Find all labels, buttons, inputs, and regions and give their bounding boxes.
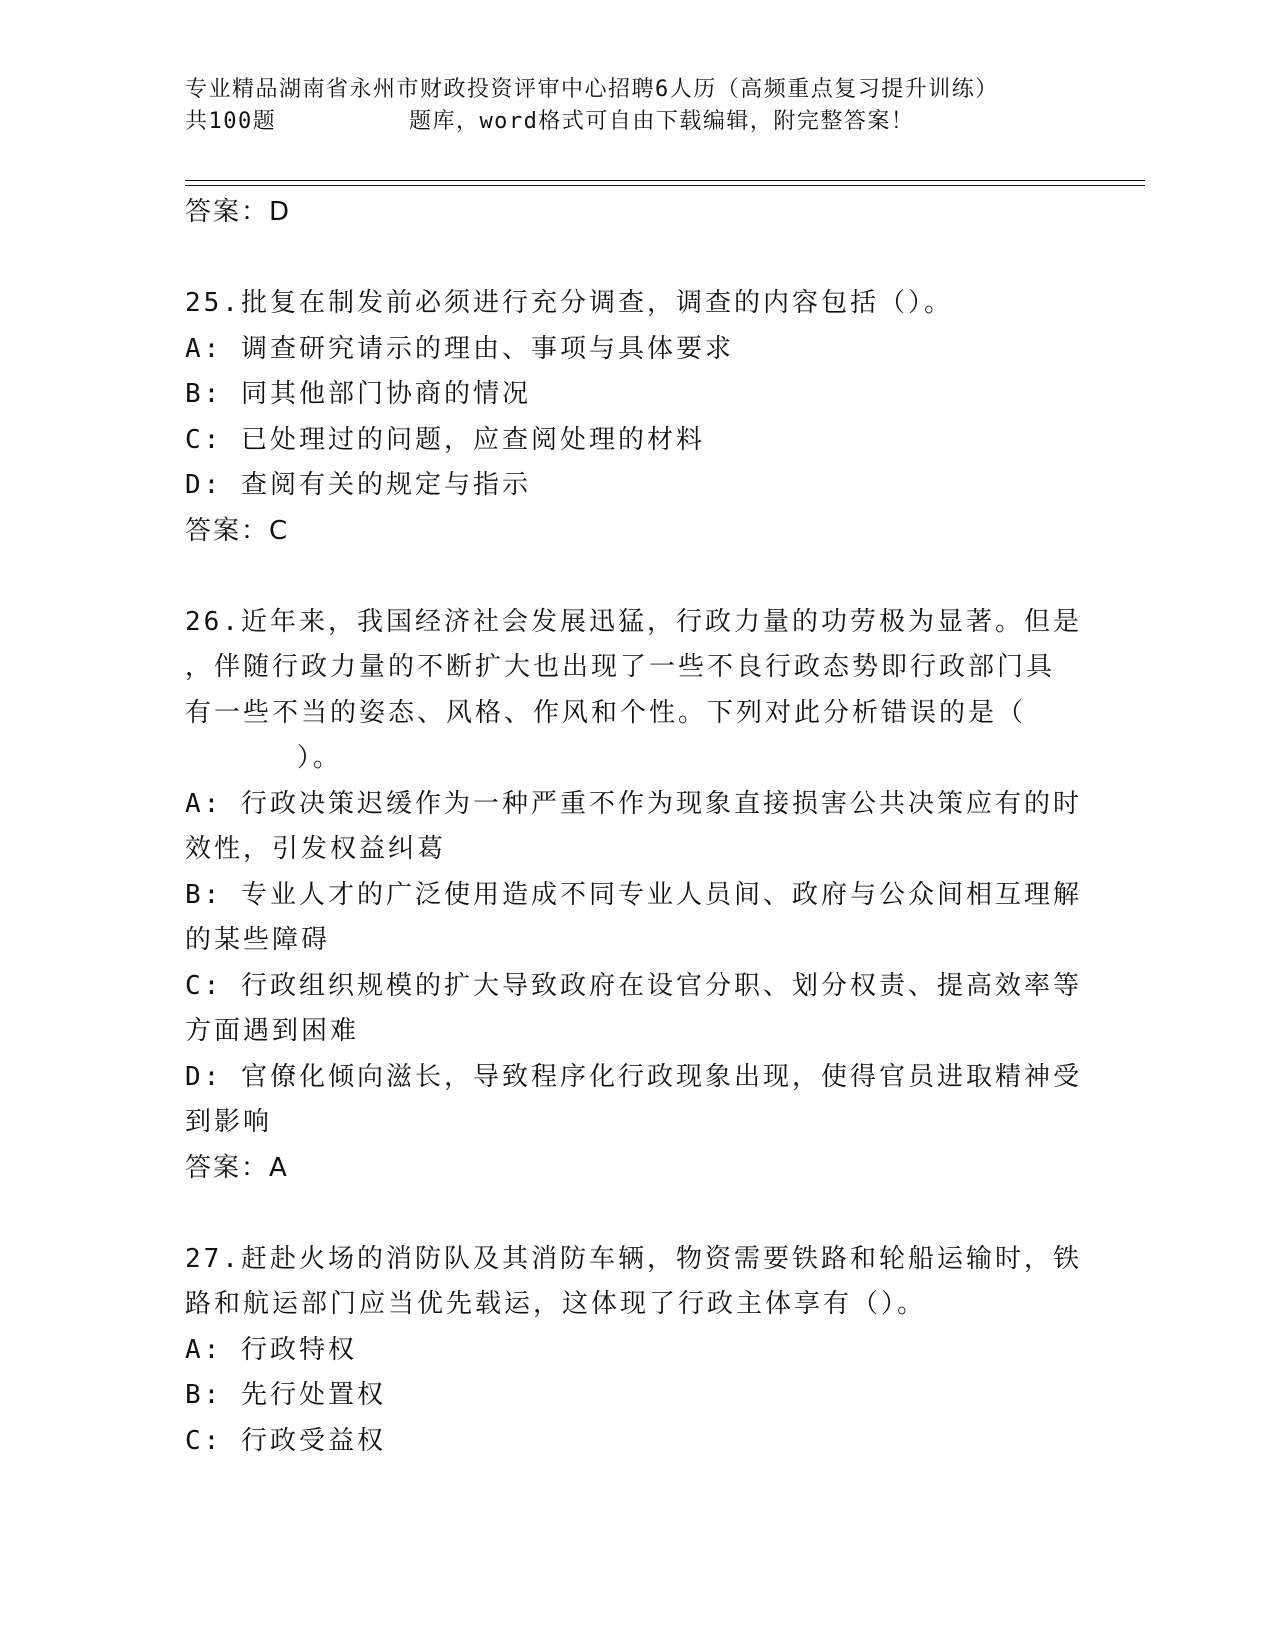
option-b-continued: 的某些障碍 [185, 925, 331, 955]
option-d: D: 查阅有关的规定与指示 [185, 470, 531, 500]
option-b: B: 专业人才的广泛使用造成不同专业人员间、政府与公众间相互理解 [185, 879, 1082, 910]
question-stem-line: ）。 [185, 743, 342, 773]
answer-label: 答案：A [185, 1152, 289, 1183]
question-25 [185, 281, 1065, 554]
question-stem-line: 26.近年来，我国经济社会发展迅猛，行政力量的功劳极为显著。但是 [185, 606, 1082, 637]
question-stem-line: ，伴随行政力量的不断扩大也出现了一些不良行政态势即行政部门具 [185, 652, 1056, 682]
spacer [185, 1191, 1065, 1237]
option-b: B: 同其他部门协商的情况 [185, 379, 531, 409]
option-d-continued: 到影响 [185, 1107, 273, 1137]
question-stem-line: 路和航运部门应当优先载运，这体现了行政主体享有（）。 [185, 1289, 927, 1319]
spacer [185, 554, 1065, 600]
option-c: C: 行政组织规模的扩大导致政府在设官分职、划分权责、提高效率等 [185, 970, 1082, 1001]
header-title-line: 专业精品湖南省永州市财政投资评审中心招聘6人历（高频重点复习提升训练） [185, 77, 999, 102]
question-stem-line: 有一些不当的姿态、风格、作风和个性。下列对此分析错误的是（ [185, 697, 1027, 728]
question-stem-line: 25.批复在制发前必须进行充分调查，调查的内容包括（）。 [185, 288, 953, 318]
option-c-continued: 方面遇到困难 [185, 1016, 360, 1046]
spacer [185, 236, 1065, 282]
question-26 [185, 600, 1082, 1192]
option-a: A: 调查研究请示的理由、事项与具体要求 [185, 333, 734, 364]
answer-label: 答案：C [185, 515, 290, 546]
option-a-continued: 效性，引发权益纠葛 [185, 834, 447, 864]
option-d: D: 官僚化倾向滋长，导致程序化行政现象出现，使得官员进取精神受 [185, 1061, 1082, 1092]
question-27 [185, 1237, 1082, 1465]
document-header [185, 74, 1125, 138]
header-subtitle-line: 共100题 题库，word格式可自由下载编辑，附完整答案！ [185, 109, 915, 134]
option-b: B: 先行处置权 [185, 1380, 386, 1410]
option-a: A: 行政决策迟缓作为一种严重不作为现象直接损害公共决策应有的时 [185, 788, 1082, 819]
document-body [185, 190, 1082, 1464]
option-a: A: 行政特权 [185, 1334, 357, 1365]
header-rule-top [185, 180, 1145, 181]
option-c: C: 已处理过的问题，应查阅处理的材料 [185, 424, 705, 455]
option-c: C: 行政受益权 [185, 1425, 386, 1456]
answer-label: 答案：D [185, 197, 292, 227]
question-stem-line: 27.赶赴火场的消防队及其消防车辆，物资需要铁路和轮船运输时，铁 [185, 1243, 1082, 1274]
header-rule-bottom [185, 185, 1145, 186]
